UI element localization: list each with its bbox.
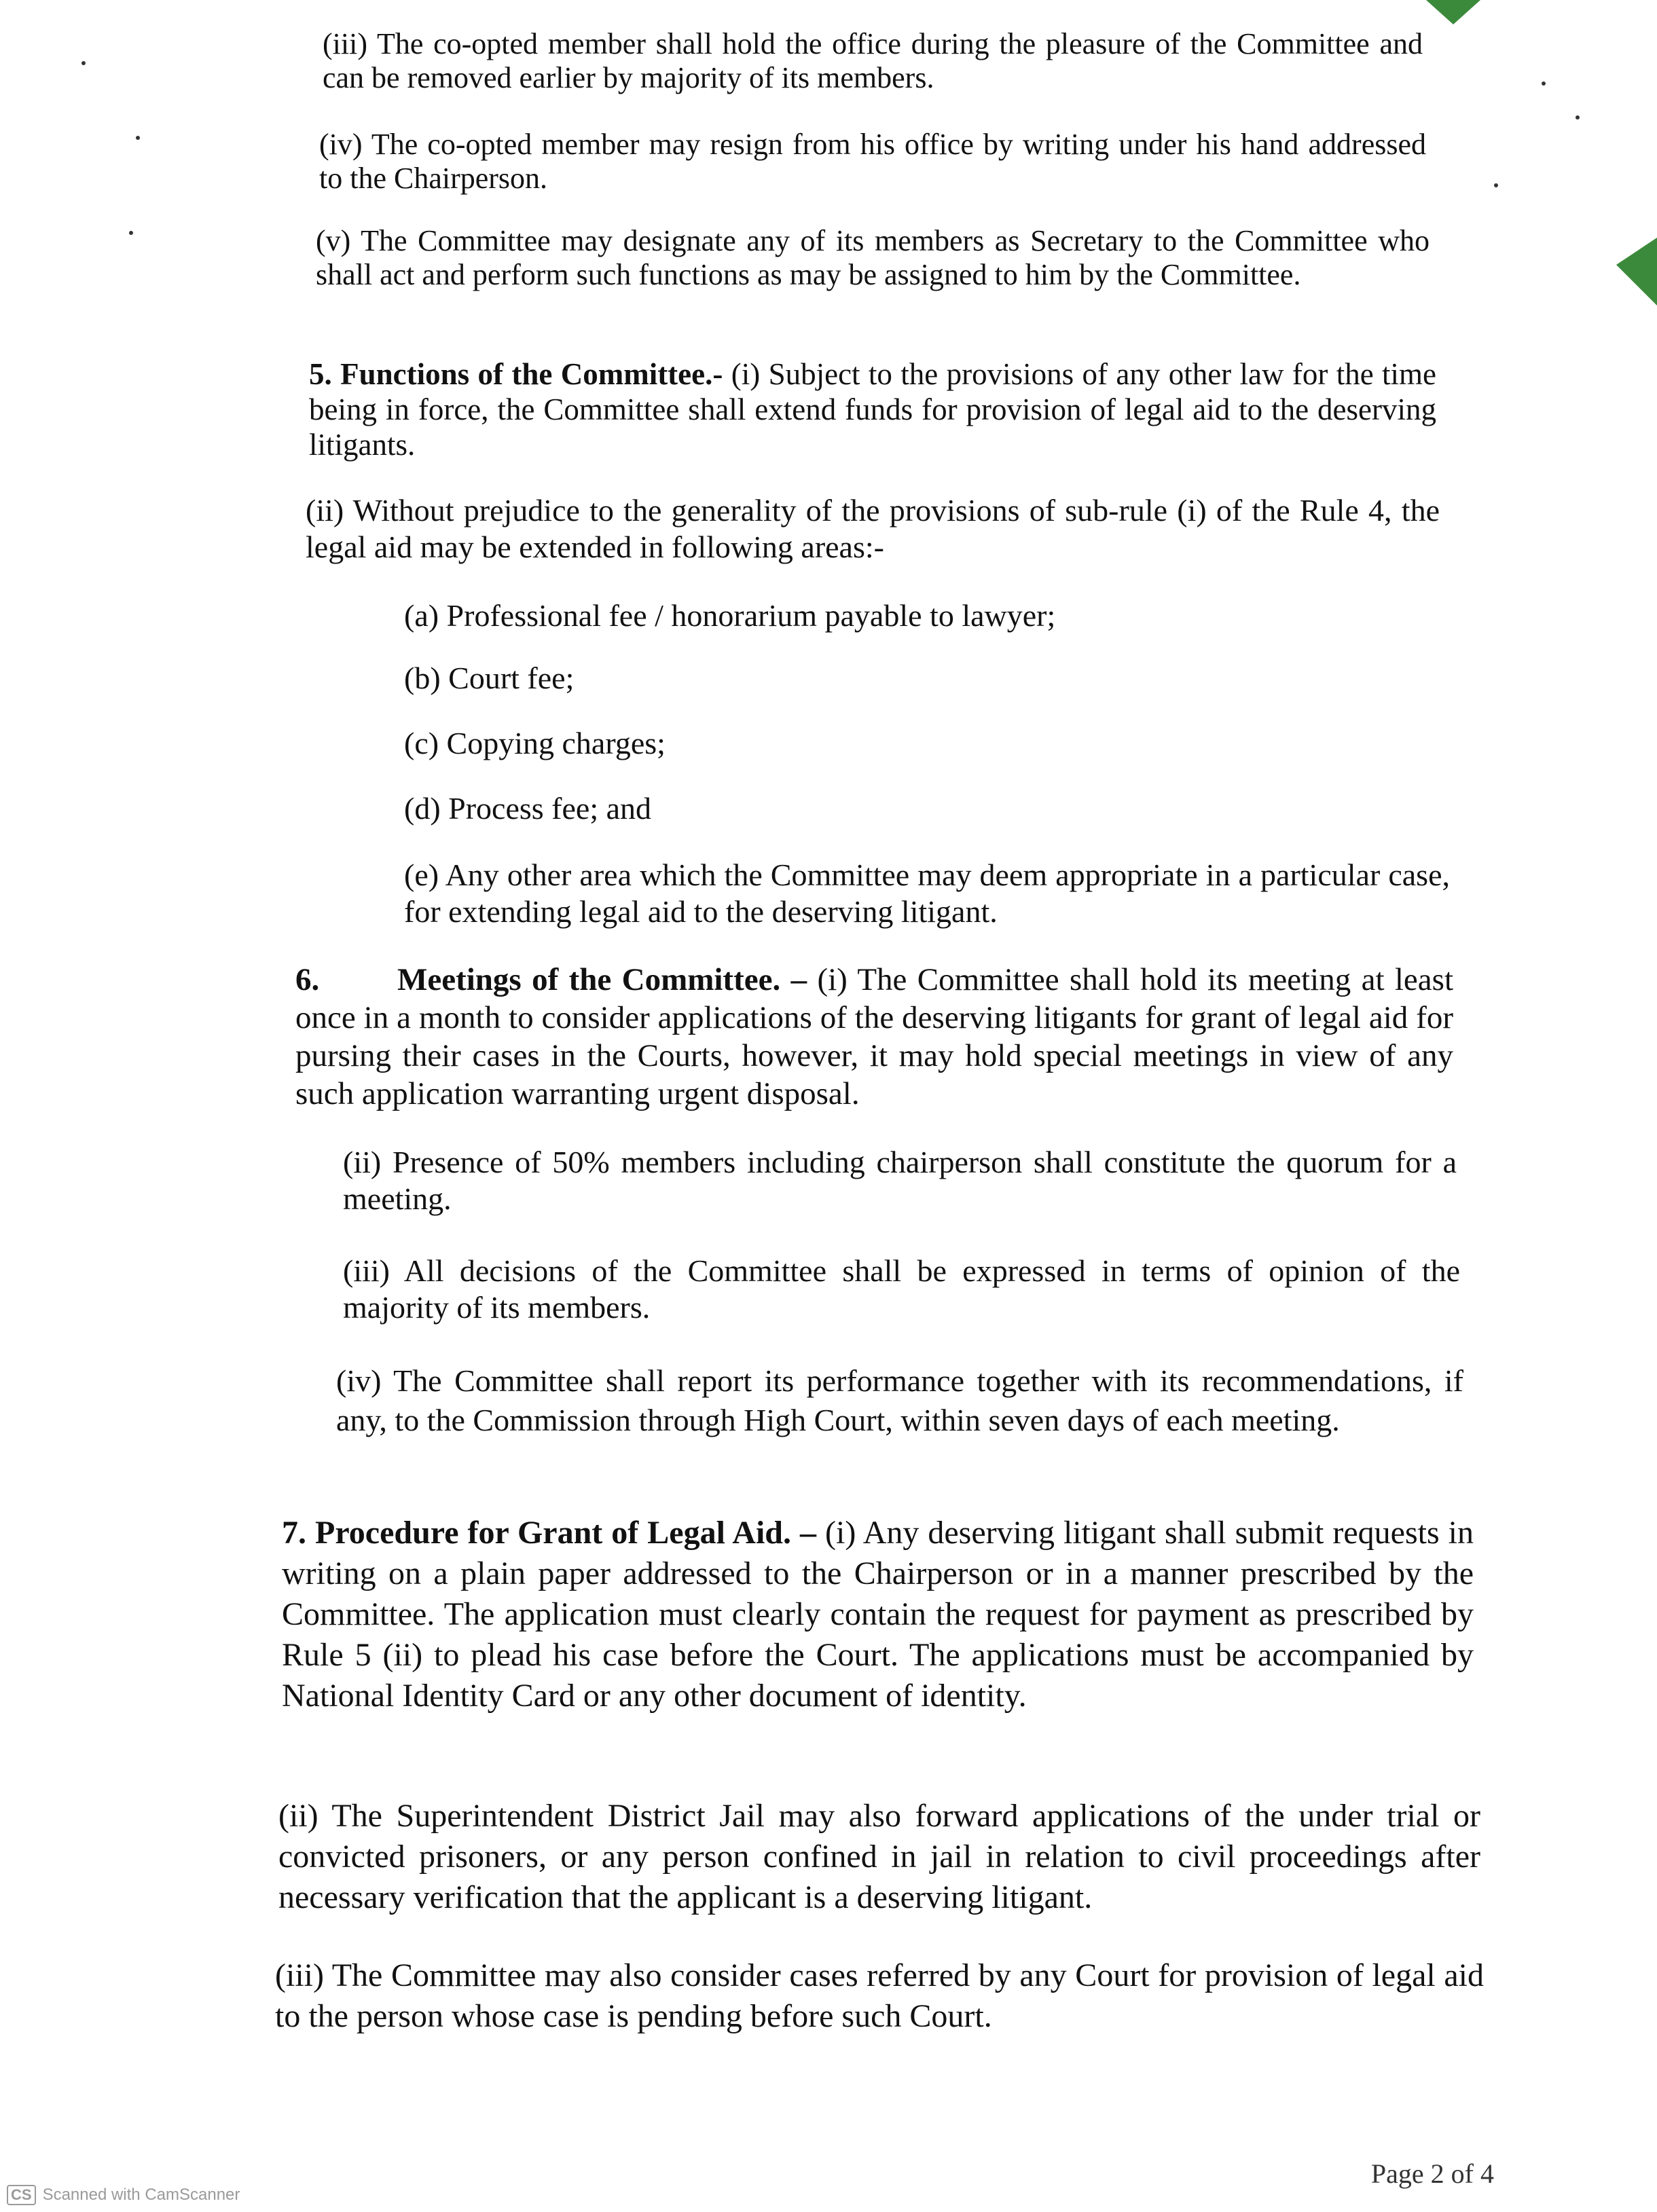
scan-speck <box>129 231 133 235</box>
camscanner-watermark <box>7 2185 240 2205</box>
rule5-area-c: (c) Copying charges; <box>404 726 666 760</box>
camscanner-text: Scanned with CamScanner <box>42 2186 240 2204</box>
rule5-area-b: (b) Court fee; <box>404 661 575 695</box>
rule6-number: 6. <box>295 962 320 997</box>
scan-speck <box>136 136 140 140</box>
camscanner-logo-icon: CS <box>7 2185 36 2205</box>
rule6-iii-paragraph: (iii) All decisions of the Committee shall be expressed in terms of opinion of the majority of its members. <box>343 1253 1460 1325</box>
rule6-intro <box>295 961 1453 1113</box>
rule4-iii-paragraph: (iii) The co-opted member shall hold the office during the pleasure of the Committee and can be removed earlier by majority of its members. <box>323 27 1423 94</box>
rule7-ii-paragraph: (ii) The Superintendent District Jail may also forward applications of the under trial or convicted prisoners, or any person confined in jail in relation to civil proceedings after necessary verification that the applicant is a deserving litigant. <box>278 1798 1480 1915</box>
scan-speck <box>1494 183 1498 187</box>
rule5-intro <box>309 356 1436 462</box>
leaf-decoration <box>1426 0 1480 24</box>
rule5-ii-paragraph: (ii) Without prejudice to the generality of the provisions of sub-rule (i) of the Rule 4, the legal aid may be extended in following areas:- <box>306 493 1440 564</box>
scan-speck <box>81 61 86 65</box>
rule7-intro <box>282 1513 1474 1716</box>
rule5-i-text: (i) Subject to the provisions of any other law for the time being in force, the Committee shall extend funds for provision of legal aid to the deserving litigants. <box>309 357 1437 462</box>
scan-speck <box>1542 81 1546 86</box>
rule5-area-e: (e) Any other area which the Committee may deem appropriate in a particular case, for extending legal aid to the deserving litigant. <box>404 858 1450 929</box>
rule7-heading: 7. Procedure for Grant of Legal Aid. – <box>282 1515 817 1551</box>
rule5-area-d: (d) Process fee; and <box>404 791 652 826</box>
leaf-decoration <box>1616 238 1657 306</box>
rule4-iv-paragraph: (iv) The co-opted member may resign from his office by writing under his hand addressed to the Chairperson. <box>319 128 1426 195</box>
scan-speck <box>1576 115 1580 119</box>
page-number: Page 2 of 4 <box>1370 2158 1494 2189</box>
rule7-iii-paragraph: (iii) The Committee may also consider cases referred by any Court for provision of legal aid to the person whose case is pending before such Court. <box>275 1957 1484 2034</box>
rule5-heading: 5. Functions of the Committee.- <box>309 357 723 391</box>
rule4-v-paragraph: (v) The Committee may designate any of its members as Secretary to the Committee who shall act and perform such functions as may be assigned to him by the Committee. <box>316 224 1430 291</box>
rule6-i-text: (i) The Committee shall hold its meeting at least once in a month to consider applications of the deserving litigants for grant of legal aid for pursing their cases in the Courts, however, it may hold special meetings in view of any such application warranting urgent disposal. <box>295 962 1454 1111</box>
rule6-iv-paragraph: (iv) The Committee shall report its performance together with its recommendations, if any, to the Commission through High Court, within seven days of each meeting. <box>336 1363 1463 1437</box>
rule7-i-text: (i) Any deserving litigant shall submit requests in writing on a plain paper addressed to the Chairperson or in a manner prescribed by the Committee. The application must clearly contain the request for payment as prescribed by Rule 5 (ii) to plead his case before the Court. The applications must be accompanied by National Identity Card or any other document of identity. <box>282 1515 1474 1714</box>
rule6-ii-paragraph: (ii) Presence of 50% members including chairperson shall constitute the quorum for a meeting. <box>343 1145 1457 1216</box>
rule6-heading: Meetings of the Committee. – <box>397 962 807 997</box>
rule5-area-a: (a) Professional fee / honorarium payable to lawyer; <box>404 598 1056 633</box>
